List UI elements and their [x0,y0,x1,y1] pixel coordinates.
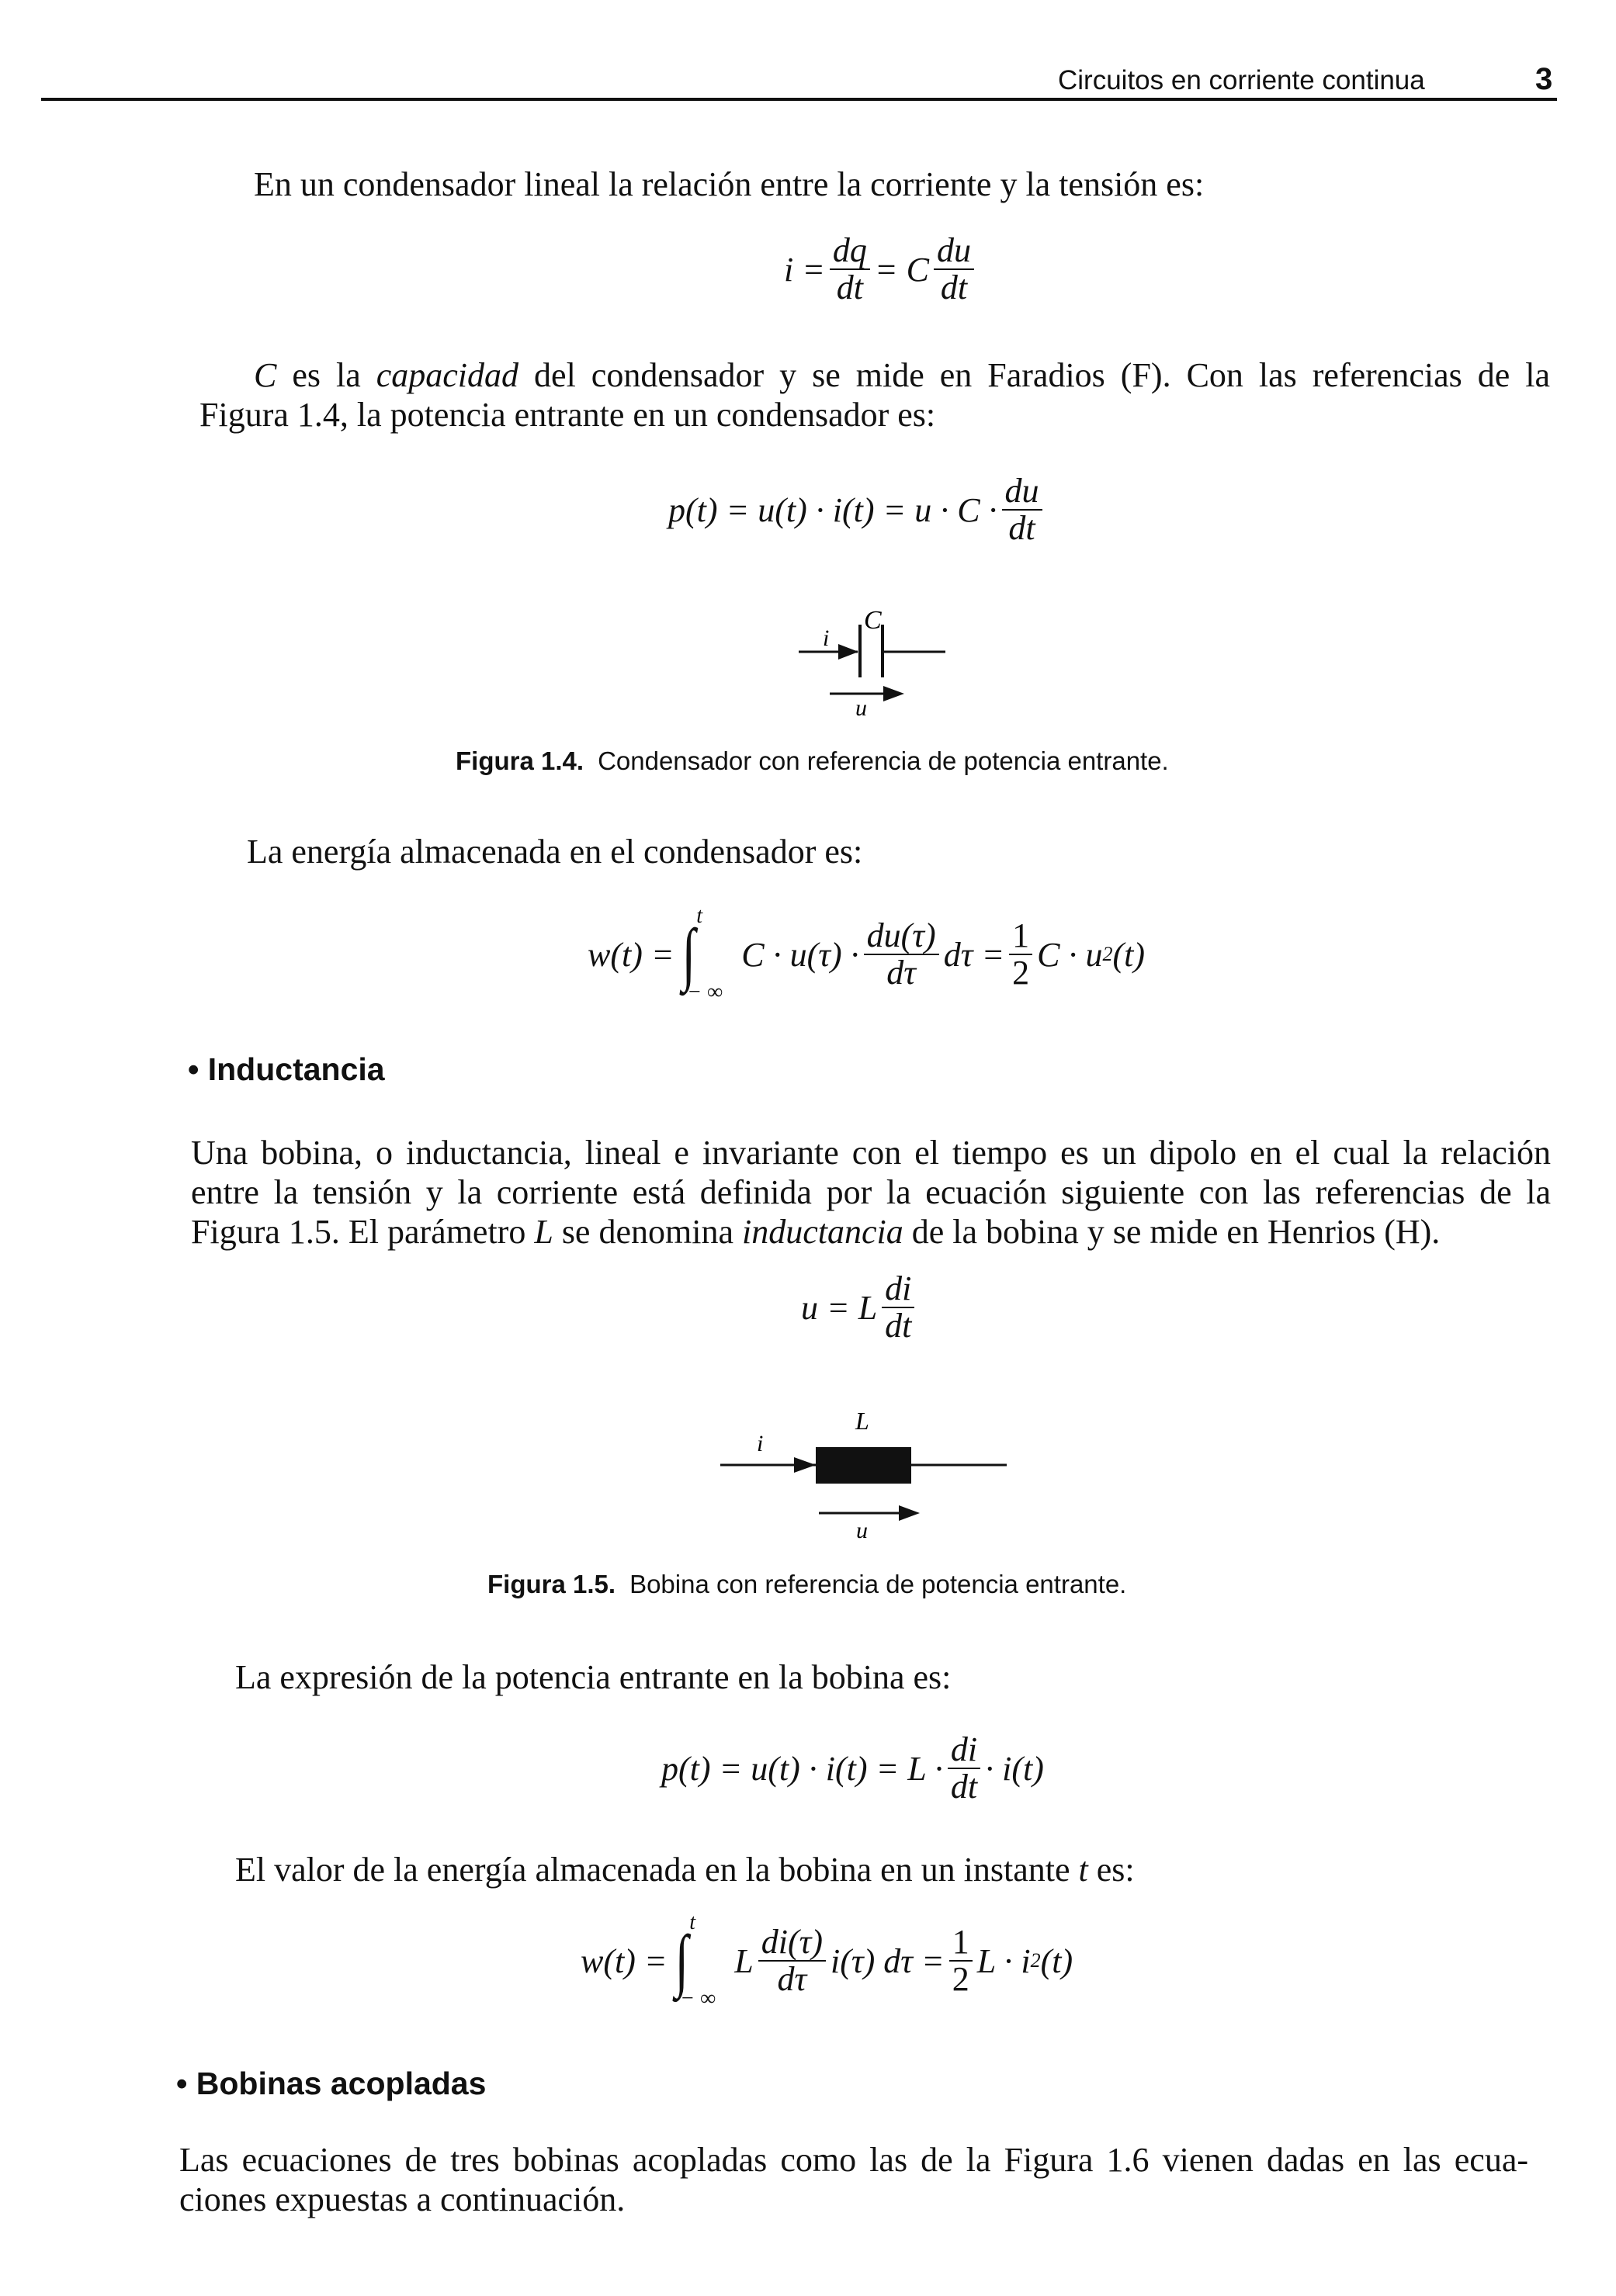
numerator: du [934,233,974,270]
eq-text: u = L [801,1288,878,1327]
denominator: 2 [1012,954,1030,992]
denominator: dt [1008,509,1035,547]
section-heading: • Inductancia [188,1051,385,1087]
upper-limit: t [689,1910,696,1934]
exponent: 2 [1030,1949,1041,1972]
eq-text: L · i [976,1941,1031,1980]
paragraph: La expresión de la potencia entrante en la bobina es: [235,1658,952,1696]
fraction [1009,918,1032,991]
eq-text: i(τ) dτ = [831,1941,945,1980]
denominator: dt [836,268,864,306]
running-header: Circuitos en corriente continua [1058,65,1425,95]
paragraph: En un condensador lineal la relación entre la corriente y la tensión es: [254,165,1205,203]
numerator: du [1002,473,1042,511]
eq-text: i = [784,250,825,289]
text: El valor de la energía almacenada en la bobina en un instante [235,1851,1079,1889]
denominator: dt [940,268,968,306]
equation-current-capacitor [784,233,979,306]
line: Una bobina, o inductancia, lineal e invariante con el tiempo es un dipolo en el cual la relación [191,1134,1551,1172]
denominator: dτ [886,954,917,992]
equation-voltage-inductor [801,1271,919,1344]
line: Las ecuaciones de tres bobinas acopladas como las de la Figura 1.6 vienen dadas en las ecua- [179,2141,1528,2179]
numerator: 1 [949,1924,973,1962]
caption-text: Bobina con referencia de potencia entrante. [629,1570,1127,1598]
denominator: dt [885,1307,912,1345]
line [199,355,1550,395]
section-heading: • Bobinas acopladas [176,2066,487,2101]
symbol: t [1078,1851,1088,1889]
symbol: C [254,356,277,394]
eq-text: w(t) = [588,935,674,974]
paragraph [199,355,1550,435]
integral-sign: ∫ [681,916,695,992]
upper-limit: t [696,904,703,928]
line [191,1212,1551,1252]
numerator: di [948,1732,980,1769]
paragraph: La energía almacenada en el condensador es: [247,833,863,871]
inductor-label: L [855,1407,869,1435]
text: del condensador y se mide en Faradios (F). Con las referencias de la [518,356,1550,394]
eq-text: C · u [1037,935,1103,974]
numerator: di(τ) [758,1924,826,1962]
paragraph [235,1850,1135,1889]
fraction [882,1271,914,1344]
fraction [830,233,870,306]
eq-text: p(t) = u(t) · i(t) = L · [661,1749,943,1788]
arrow-icon [838,644,858,660]
numerator: di [882,1271,914,1308]
equation-energy-capacitor [588,904,1145,1005]
current-label: i [757,1431,764,1456]
equation-energy-inductor [581,1910,1073,2011]
eq-text: p(t) = u(t) · i(t) = u · C · [668,490,997,529]
fraction [758,1924,826,1997]
denominator: dt [950,1768,978,1806]
caption-label: Figura 1.5. [487,1570,616,1598]
paragraph [179,2140,1528,2219]
limits [687,904,741,1005]
header-rule [41,98,1557,101]
arrow-icon [794,1457,816,1473]
line: ciones expuestas a continuación. [179,2180,626,2218]
eq-text: dτ = [943,935,1005,974]
caption-text: Condensador con referencia de potencia entrante. [598,746,1169,775]
eq-text: (t) [1040,1941,1073,1980]
eq-text: = C [874,250,929,289]
eq-text: L [734,1941,754,1980]
numerator: du(τ) [864,918,939,955]
exponent: 2 [1102,943,1113,965]
voltage-label: u [856,1518,868,1543]
term: capacidad [376,356,519,394]
arrow-icon [899,1505,920,1521]
current-label: i [823,625,830,651]
lower-limit: − ∞ [687,980,723,1004]
text: es la [276,356,376,394]
equation-power-inductor [661,1732,1044,1805]
integral-sign: ∫ [674,1922,688,1999]
numerator: dq [830,233,870,270]
fraction [948,1732,980,1805]
text: se denomina [553,1213,742,1251]
fraction [949,1924,973,1997]
text: de la bobina y se mide en Henrios (H). [903,1213,1441,1251]
fraction [864,918,939,991]
figure-caption [487,1570,1126,1599]
limits [680,1910,734,2011]
symbol: L [534,1213,553,1251]
term: inductancia [741,1213,903,1251]
text: es: [1087,1851,1135,1889]
denominator: dτ [777,1960,807,1998]
line: entre la tensión y la corriente está definida por la ecuación siguiente con las referencias de la [191,1173,1551,1211]
eq-text: · i(t) [985,1749,1044,1788]
caption-label: Figura 1.4. [456,746,584,775]
capacitor-label: C [864,606,882,635]
denominator: 2 [952,1960,969,1998]
eq-text: C · u(τ) · [741,935,859,974]
fraction [1002,473,1042,546]
voltage-label: u [855,695,867,721]
figure-caption [456,746,1169,776]
inductor-diagram [714,1404,1017,1544]
fraction [934,233,974,306]
line: Figura 1.4, la potencia entrante en un condensador es: [199,396,936,434]
eq-text: (t) [1112,935,1146,974]
inductor-body [816,1447,911,1484]
numerator: 1 [1009,918,1032,955]
arrow-icon [883,686,904,701]
lower-limit: − ∞ [680,1986,716,2010]
equation-power-capacitor [668,473,1047,546]
capacitor-diagram [776,597,978,729]
page-number: 3 [1535,62,1553,96]
text: Figura 1.5. El parámetro [191,1213,535,1251]
paragraph [191,1133,1551,1252]
eq-text: w(t) = [581,1941,668,1980]
